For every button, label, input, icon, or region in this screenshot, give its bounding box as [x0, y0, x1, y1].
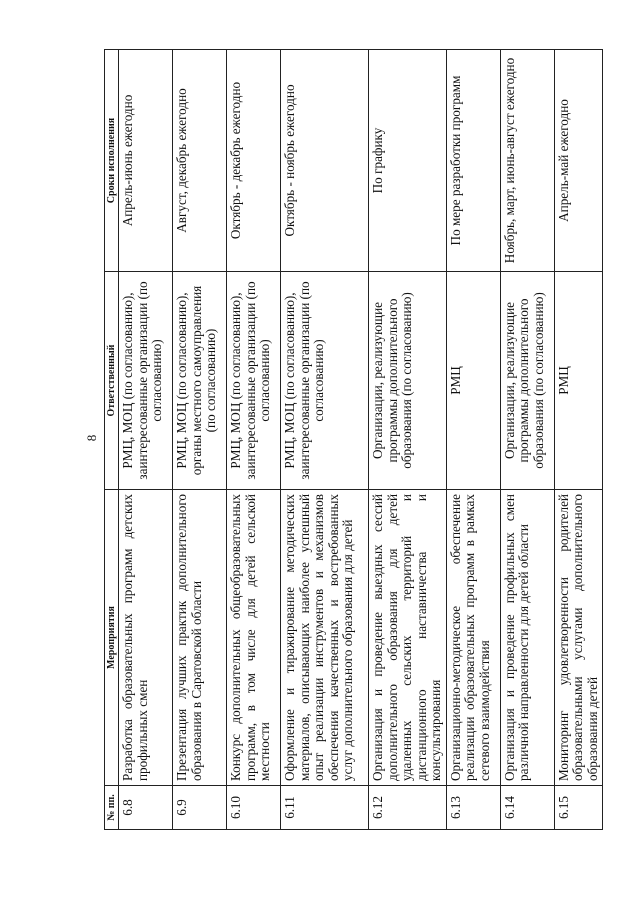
row-responsible: РМЦ, МОЦ (по согласованию), заинтересованные организации (по согласованию) — [119, 272, 173, 490]
row-deadline: Ноябрь, март, июнь-август ежегодно — [500, 50, 554, 272]
table-row — [500, 50, 554, 830]
row-number: 6.12 — [369, 786, 447, 830]
row-deadline: Октябрь - декабрь ежегодно — [227, 50, 281, 272]
row-number: 6.11 — [281, 786, 369, 830]
row-number: 6.10 — [227, 786, 281, 830]
row-responsible: РМЦ, МОЦ (по согласованию), заинтересованные организации (по согласованию) — [281, 272, 369, 490]
table-row — [281, 50, 369, 830]
activities-table — [104, 49, 603, 830]
row-number: 6.8 — [119, 786, 173, 830]
page-number: 8 — [84, 434, 99, 442]
table-row — [369, 50, 447, 830]
row-activity: Презентация лучших практик дополнительного образования в Саратовской области — [173, 490, 227, 786]
row-activity: Конкурс дополнительных общеобразовательных программ, в том числе для детей сельской местности — [227, 490, 281, 786]
table-row — [119, 50, 173, 830]
row-activity: Мониторинг удовлетворенности родителей образовательными услугами дополнительного образования детей — [554, 490, 603, 786]
row-activity: Организационно-методическое обеспечение реализации образовательных программ в рамках сетевого взаимодействия — [446, 490, 500, 786]
row-responsible: РМЦ — [446, 272, 500, 490]
header-activity: Мероприятия — [105, 490, 119, 786]
table-row — [227, 50, 281, 830]
row-number: 6.9 — [173, 786, 227, 830]
table-row — [554, 50, 603, 830]
row-responsible: Организации, реализующие программы дополнительного образования (по согласованию) — [500, 272, 554, 490]
table-row — [173, 50, 227, 830]
header-deadline: Сроки исполнения — [105, 50, 119, 272]
row-responsible: РМЦ, МОЦ (по согласованию), органы местного самоуправления (по согласованию) — [173, 272, 227, 490]
row-responsible: Организации, реализующие программы дополнительного образования (по согласованию) — [369, 272, 447, 490]
row-deadline: По графику — [369, 50, 447, 272]
row-deadline: Октябрь - ноябрь ежегодно — [281, 50, 369, 272]
row-activity: Организация и проведение выездных сессий дополнительного образования для детей удаленных сельских территорий и дистанционного наставничества и консультирования — [369, 490, 447, 786]
header-responsible: Ответственный — [105, 272, 119, 490]
row-responsible: РМЦ, МОЦ (по согласованию), заинтересованные организации (по согласованию) — [227, 272, 281, 490]
row-number: 6.14 — [500, 786, 554, 830]
row-deadline: Апрель-май ежегодно — [554, 50, 603, 272]
row-activity: Разработка образовательных программ детских профильных смен — [119, 490, 173, 786]
row-activity: Организация и проведение профильных смен различной направленности для детей области — [500, 490, 554, 786]
row-responsible: РМЦ — [554, 272, 603, 490]
row-number: 6.15 — [554, 786, 603, 830]
row-number: 6.13 — [446, 786, 500, 830]
row-deadline: Апрель-июнь ежегодно — [119, 50, 173, 272]
rotated-table-container — [104, 50, 600, 830]
row-activity: Оформление и тиражирование методических материалов, описывающих наиболее успешный опыт реализации инструментов и механизмов обеспечения качественных и востребованных услуг дополнительного образования для детей — [281, 490, 369, 786]
row-deadline: Август, декабрь ежегодно — [173, 50, 227, 272]
table-header-row — [105, 50, 119, 830]
header-number: № пп. — [105, 786, 119, 830]
row-deadline: По мере разработки программ — [446, 50, 500, 272]
table-row — [446, 50, 500, 830]
